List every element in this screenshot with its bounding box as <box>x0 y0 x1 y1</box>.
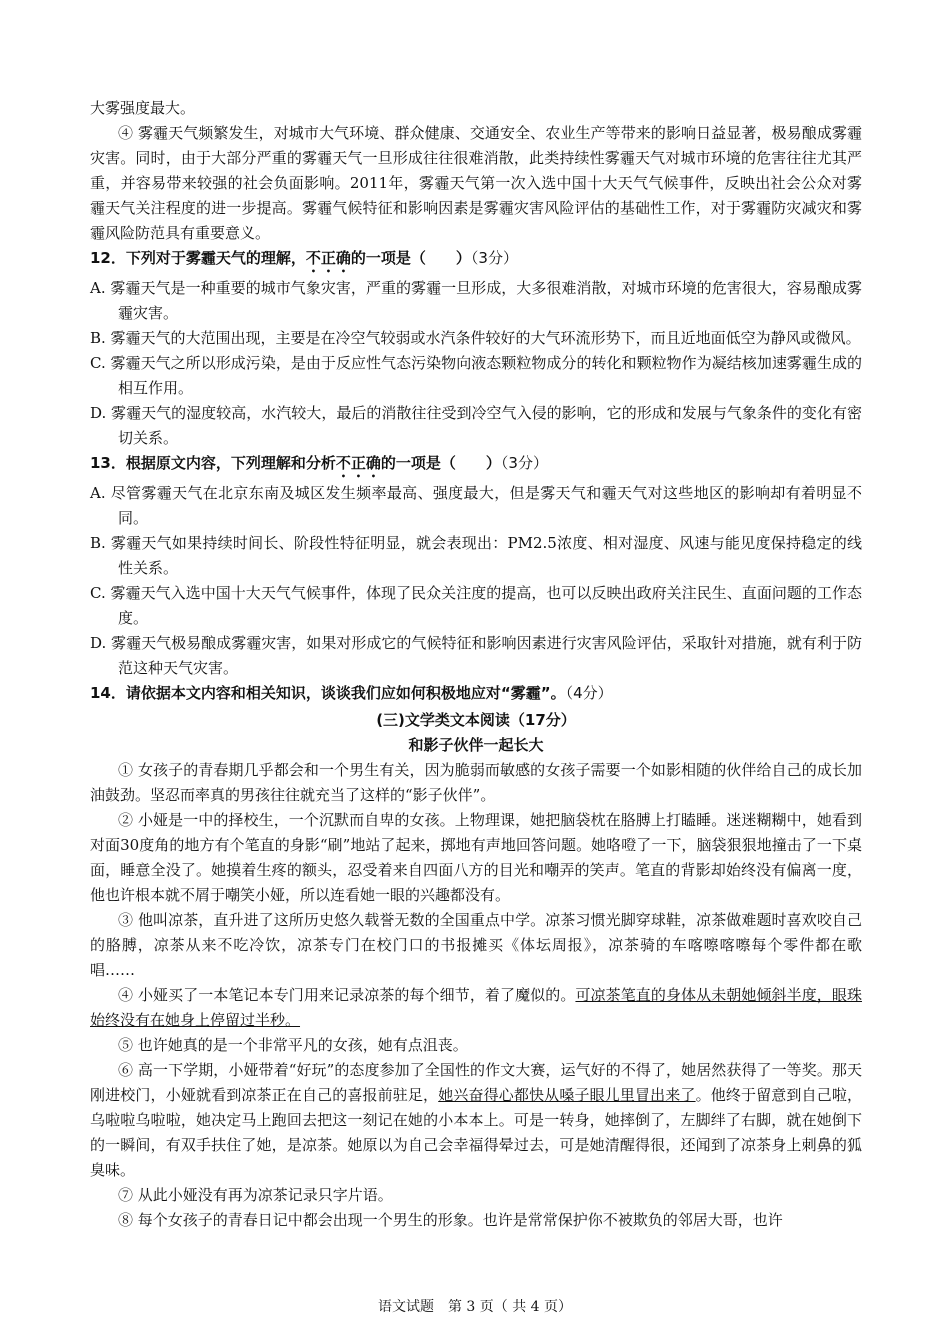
story-paragraph-7: ⑦ 从此小娅没有再为凉茶记录只字片语。 <box>118 1186 393 1204</box>
exam-page <box>90 96 862 1233</box>
q13-option-d: D. 雾霾天气极易酿成雾霾灾害，如果对形成它的气候特征和影响因素进行灾害风险评估，采取针对措施，就有利于防范这种天气灾害。 <box>90 634 862 677</box>
story-paragraph-6: ⑥ 高一下学期，小娅带着“好玩”的态度参加了全国性的作文大赛，运气好的不得了，她居然获得了一等奖。那天刚进校门，小娅就看到凉茶正在自己的喜报前驻足，她兴奋得心都快从嗓子眼儿里冒出来了。他终于留意到自己啦，乌啦啦乌啦啦，她决定马上跑回去把这一刻记在她的小本本上。可是一转身，她摔倒了，左脚绊了右脚，就在她倒下的一瞬间，有双手扶住了她，是凉茶。她原以为自己会幸福得晕过去，可是她清醒得很，还闻到了凉茶身上刺鼻的狐臭味。 <box>90 1061 862 1179</box>
question-12: 12．下列对于雾霾天气的理解，不正确的一项是（ ）（3分） <box>90 249 518 267</box>
q13-option-a: A. 尽管雾霾天气在北京东南及城区发生频率最高、强度最大，但是雾天气和霾天气对这些地区的影响却有着明显不同。 <box>90 484 862 527</box>
story-paragraph-8: ⑧ 每个女孩子的青春日记中都会出现一个男生的形象。也许是常常保护你不被欺负的邻居大哥，也许 <box>118 1211 783 1229</box>
q12-option-b: B. 雾霾天气的大范围出现，主要是在冷空气较弱或水汽条件较好的大气环流形势下，而且近地面低空为静风或微风。 <box>90 329 861 347</box>
page-footer: 语文试题 第 3 页（ 共 4 页） <box>377 1299 573 1315</box>
paragraph-4: ④ 雾霾天气频繁发生，对城市大气环境、群众健康、交通安全、农业生产等带来的影响日益显著，极易酿成雾霾灾害。同时，由于大部分严重的雾霾天气一旦形成往往很难消散，此类持续性雾霾天气对城市环境的危害往往尤其严重，并容易带来较强的社会负面影响。2011年，雾霾天气第一次入选中国十大天气气候事件，反映出社会公众对雾霾天气关注程度的进一步提高。雾霾气候特征和影响因素是雾霾灾害风险评估的基础性工作，对于雾霾防灾减灾和雾霾风险防范具有重要意义。 <box>90 124 862 242</box>
story-paragraph-5: ⑤ 也许她真的是一个非常平凡的女孩，她有点沮丧。 <box>118 1036 468 1054</box>
underlined-sentence: 可凉茶笔直的身体从未朝她倾斜半度，眼珠始终没有在她身上停留过半秒。 <box>90 986 862 1029</box>
story-paragraph-3: ③ 他叫凉茶，直升进了这所历史悠久载誉无数的全国重点中学。凉茶习惯光脚穿球鞋，凉茶做难题时喜欢咬自己的胳膊，凉茶从来不吃冷饮，凉茶专门在校门口的书报摊买《体坛周报》，凉茶骑的车喀嚓喀嚓每个零件都在歌唱…… <box>90 911 862 979</box>
q12-option-d: D. 雾霾天气的湿度较高，水汽较大，最后的消散往往受到冷空气入侵的影响，它的形成和发展与气象条件的变化有密切关系。 <box>90 404 862 447</box>
section-heading: (三)文学类文本阅读（17分） <box>376 711 576 729</box>
q12-option-a: A. 雾霾天气是一种重要的城市气象灾害，严重的雾霾一旦形成，大多很难消散，对城市环境的危害很大，容易酿成雾霾灾害。 <box>90 279 862 322</box>
story-paragraph-2: ② 小娅是一中的择校生，一个沉默而自卑的女孩。上物理课，她把脑袋枕在胳膊上打瞌睡。迷迷糊糊中，她看到对面30度角的地方有个笔直的身影“刷”地站了起来，掷地有声地回答问题。她咯噔了一下，脑袋狠狠地撞击了一下桌面，睡意全没了。她摸着生疼的额头，忍受着来自四面八方的目光和嘲弄的笑声。笔直的背影却始终没有偏离一度，他也许根本就不屑于嘲笑小娅，所以连看她一眼的兴趣都没有。 <box>90 811 862 904</box>
story-title: 和影子伙伴一起长大 <box>408 736 544 754</box>
story-paragraph-1: ① 女孩子的青春期几乎都会和一个男生有关，因为脆弱而敏感的女孩子需要一个如影相随的伙伴给自己的成长加油鼓劲。坚忍而率真的男孩往往就充当了这样的“影子伙伴”。 <box>90 761 862 804</box>
underlined-sentence: 她兴奋得心都快从嗓子眼儿里冒出来了 <box>438 1086 696 1104</box>
question-14: 14．请依据本文内容和相关知识，谈谈我们应如何积极地应对“雾霾”。（4分） <box>90 684 613 702</box>
q13-option-c: C. 雾霾天气入选中国十大天气气候事件，体现了民众关注度的提高，也可以反映出政府关注民生、直面问题的工作态度。 <box>90 584 862 627</box>
story-paragraph-4: ④ 小娅买了一本笔记本专门用来记录凉茶的每个细节，着了魔似的。可凉茶笔直的身体从未朝她倾斜半度，眼珠始终没有在她身上停留过半秒。 <box>90 986 862 1029</box>
q12-option-c: C. 雾霾天气之所以形成污染，是由于反应性气态污染物向液态颗粒物成分的转化和颗粒物作为凝结核加速雾霾生成的相互作用。 <box>90 354 862 397</box>
q13-option-b: B. 雾霾天气如果持续时间长、阶段性特征明显，就会表现出：PM2.5浓度、相对湿度、风速与能见度保持稳定的线性关系。 <box>90 534 862 577</box>
paragraph-top: 大雾强度最大。 <box>90 99 196 117</box>
question-13: 13．根据原文内容，下列理解和分析不正确的一项是（ ）（3分） <box>90 454 548 472</box>
